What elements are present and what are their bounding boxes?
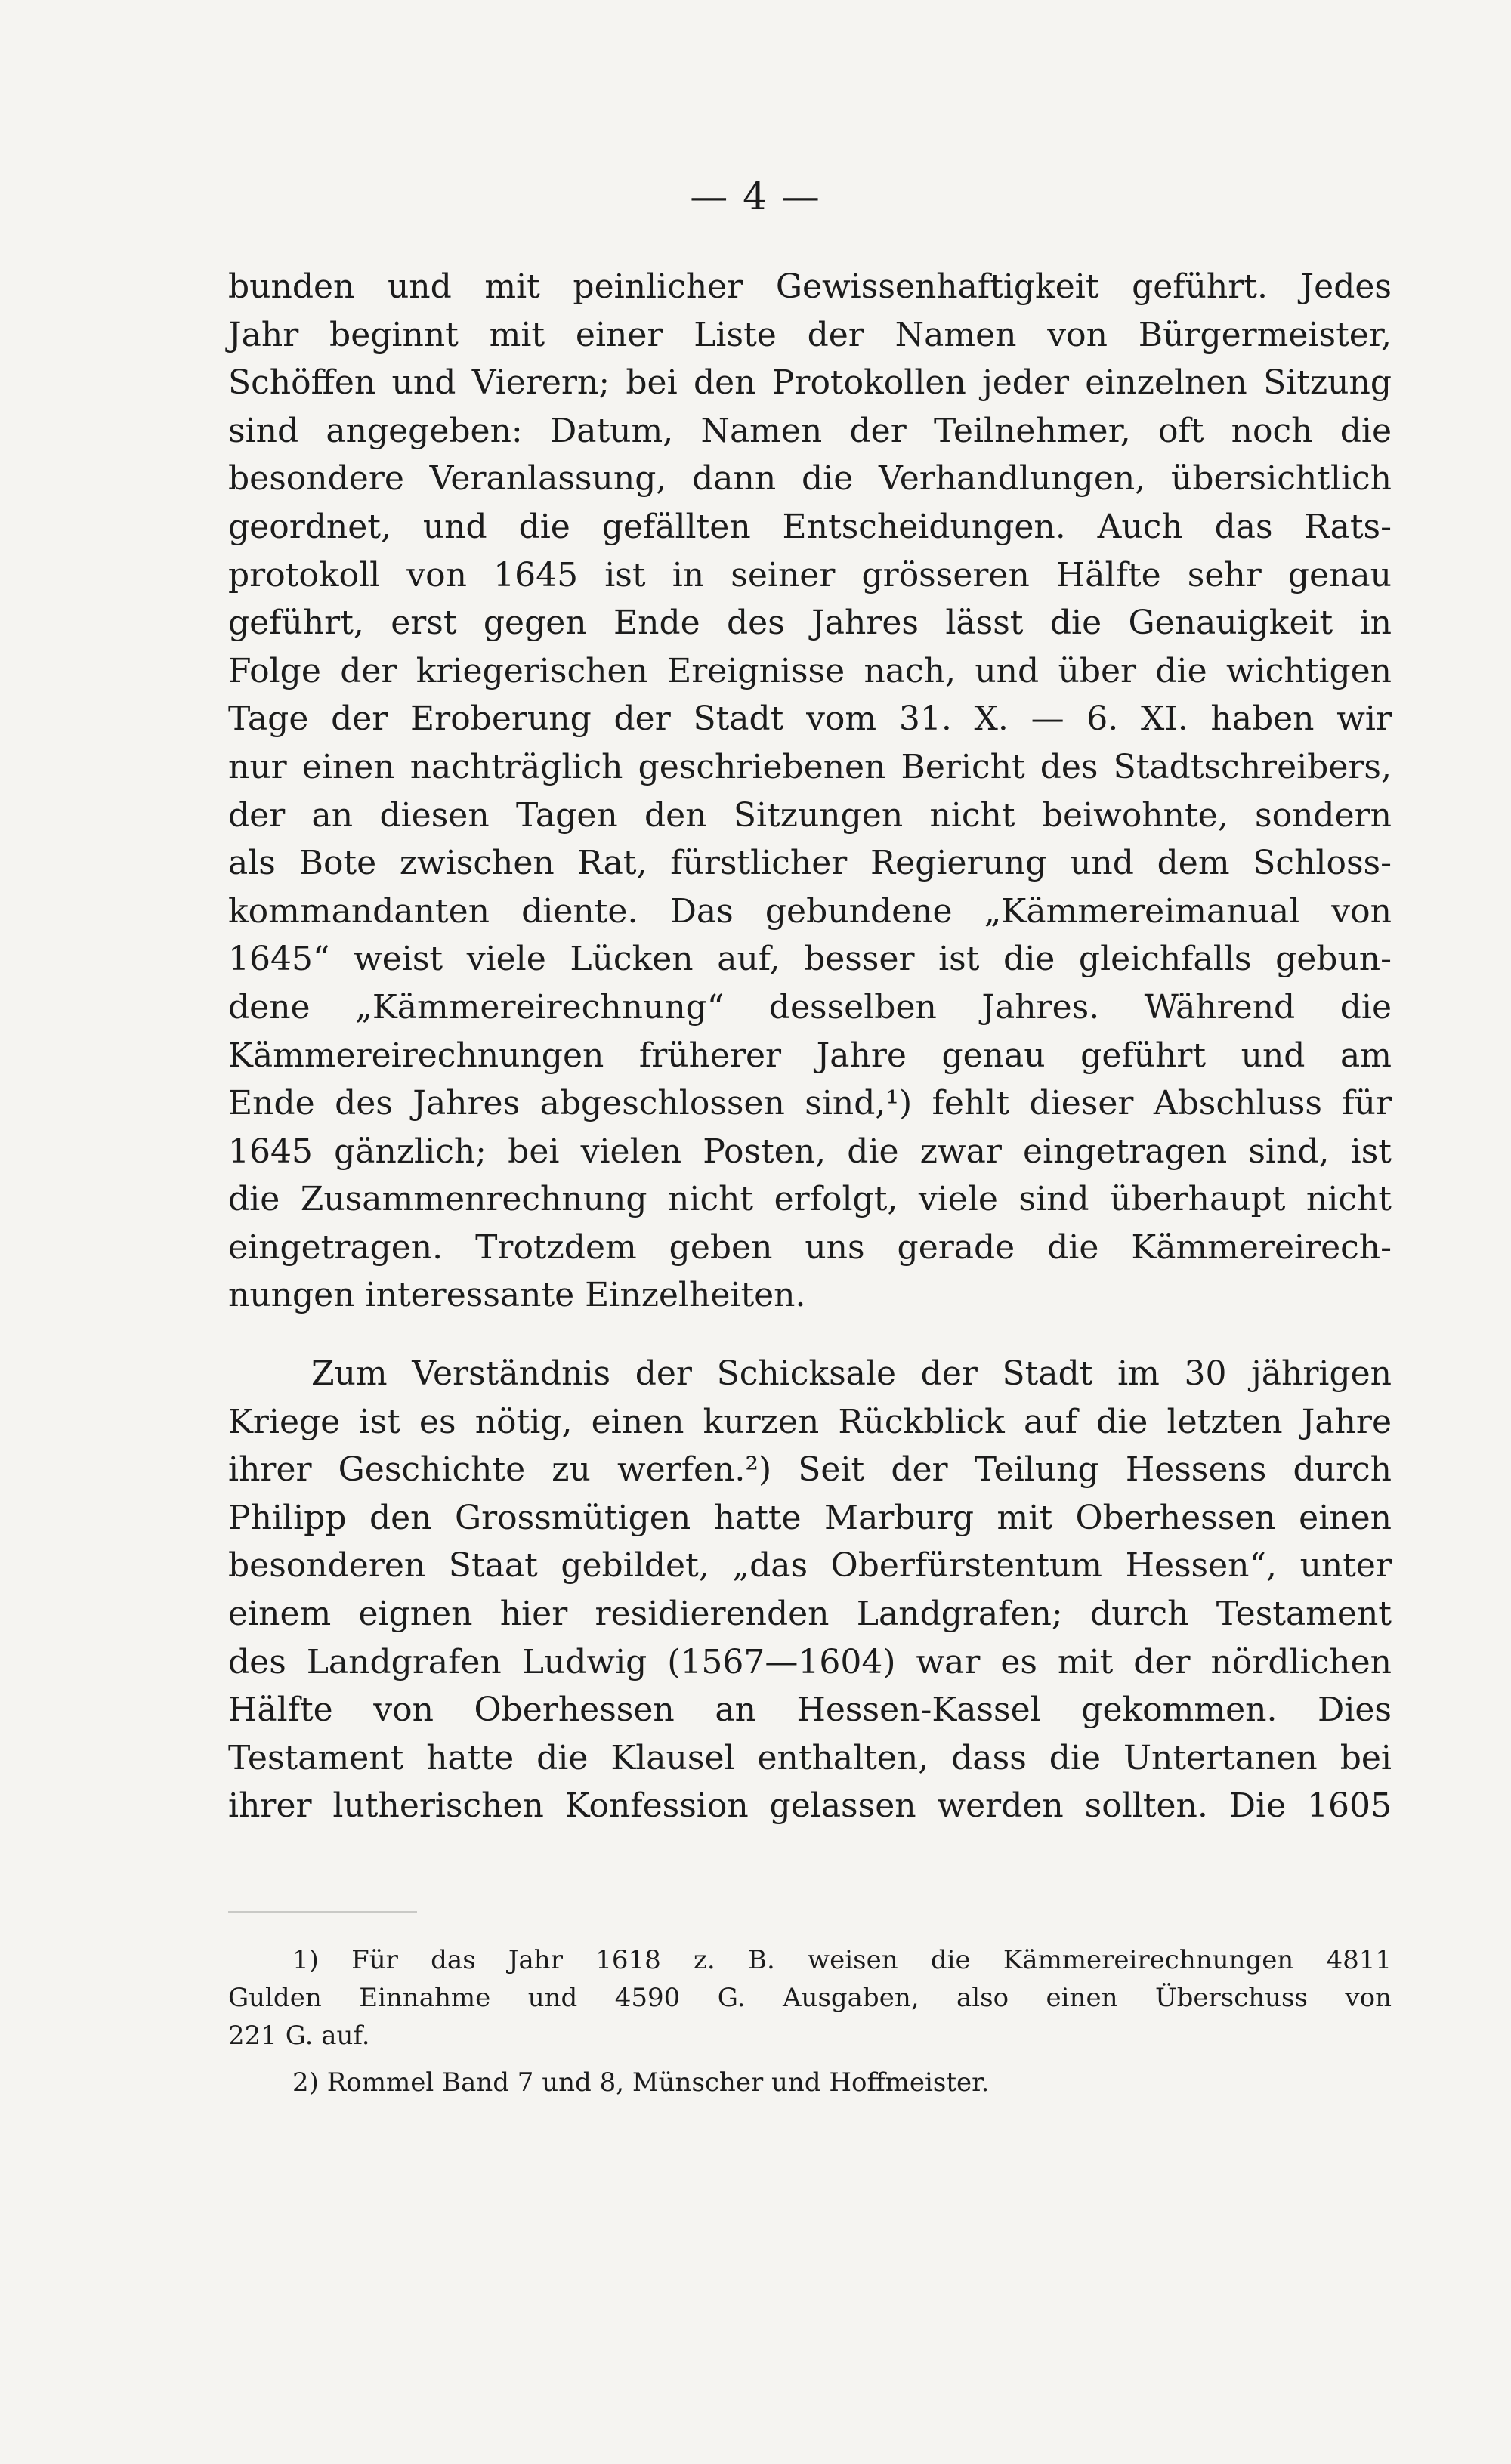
text-line: ihrer Geschichte zu werfen.²) Seit der Teilung Hessens durch: [228, 1450, 1392, 1490]
text-line: Jahr beginnt mit einer Liste der Namen von Bürgermeister,: [228, 315, 1392, 354]
footnotes: [228, 1941, 1392, 2101]
footnote-line: Gulden Einnahme und 4590 G. Ausgaben, also einen Überschuss von: [228, 1983, 1392, 2013]
text-line: Schöffen und Vierern; bei den Protokollen jeder einzelnen Sitzung: [228, 363, 1392, 403]
text-line: Philipp den Grossmütigen hatte Marburg mit Oberhessen einen: [228, 1498, 1392, 1537]
footnote-line: 2) Rommel Band 7 und 8, Münscher und Hoffmeister.: [292, 2067, 990, 2098]
text-line: bunden und mit peinlicher Gewissenhaftigkeit geführt. Jedes: [228, 267, 1392, 306]
footnote-1: [228, 1941, 1392, 2055]
text-line: protokoll von 1645 ist in seiner grösseren Hälfte sehr genau: [228, 555, 1392, 594]
text-line: geordnet, und die gefällten Entscheidungen. Auch das Rats-: [228, 507, 1392, 546]
text-line: als Bote zwischen Rat, fürstlicher Regierung und dem Schloss-: [228, 844, 1392, 883]
text-line: Folge der kriegerischen Ereignisse nach, und über die wichtigen: [228, 651, 1392, 690]
body-text: [228, 263, 1392, 1830]
text-line: nungen interessante Einzelheiten.: [228, 1276, 806, 1315]
text-line: Kämmereirechnungen früherer Jahre genau geführt und am: [228, 1036, 1392, 1075]
text-line: Testament hatte die Klausel enthalten, dass die Untertanen bei: [228, 1738, 1392, 1777]
text-line: geführt, erst gegen Ende des Jahres lässt die Genauigkeit in: [228, 604, 1392, 643]
paragraph-1: [228, 263, 1392, 1320]
text-line: Ende des Jahres abgeschlossen sind,¹) fehlt dieser Abschluss für: [228, 1084, 1392, 1123]
text-line: besondere Veranlassung, dann die Verhandlungen, übersichtlich: [228, 459, 1392, 499]
text-line: des Landgrafen Ludwig (1567—1604) war es mit der nördlichen: [228, 1642, 1392, 1681]
text-line: Kriege ist es nötig, einen kurzen Rückblick auf die letzten Jahre: [228, 1402, 1392, 1441]
paragraph-gap: [228, 1320, 1392, 1350]
text-line: kommandanten diente. Das gebundene „Kämmereimanual von: [228, 891, 1392, 931]
text-line: ihrer lutherischen Konfession gelassen werden sollten. Die 1605: [228, 1786, 1392, 1826]
footnote-2: [228, 2064, 1392, 2101]
footnote-divider: [228, 1911, 417, 1913]
text-line: besonderen Staat gebildet, „das Oberfürstentum Hessen“, unter: [228, 1546, 1392, 1586]
text-line: eingetragen. Trotzdem geben uns gerade die Kämmereirech-: [228, 1227, 1392, 1267]
footnote-line: 221 G. auf.: [228, 2021, 370, 2051]
text-line: Hälfte von Oberhessen an Hessen-Kassel gekommen. Dies: [228, 1691, 1392, 1730]
text-line: der an diesen Tagen den Sitzungen nicht beiwohnte, sondern: [228, 795, 1392, 835]
footnote-gap: [228, 2055, 1392, 2064]
paragraph-2: [228, 1350, 1392, 1830]
text-line: dene „Kämmereirechnung“ desselben Jahres. Während die: [228, 987, 1392, 1027]
footnote-line: 1) Für das Jahr 1618 z. B. weisen die Kämmereirechnungen 4811: [292, 1945, 1392, 1975]
text-line: einem eignen hier residierenden Landgrafen; durch Testament: [228, 1595, 1392, 1634]
text-line: 1645“ weist viele Lücken auf, besser ist die gleichfalls gebun-: [228, 940, 1392, 979]
text-line: Zum Verständnis der Schicksale der Stadt im 30 jährigen: [311, 1354, 1392, 1394]
text-line: Tage der Eroberung der Stadt vom 31. X. — 6. XI. haben wir: [228, 699, 1392, 739]
text-line: die Zusammenrechnung nicht erfolgt, viele sind überhaupt nicht: [228, 1180, 1392, 1219]
text-line: sind angegeben: Datum, Namen der Teilnehmer, oft noch die: [228, 411, 1392, 450]
page-number: — 4 —: [690, 174, 821, 218]
text-line: nur einen nachträglich geschriebenen Bericht des Stadtschreibers,: [228, 747, 1392, 786]
text-line: 1645 gänzlich; bei vielen Posten, die zwar eingetragen sind, ist: [228, 1132, 1392, 1171]
